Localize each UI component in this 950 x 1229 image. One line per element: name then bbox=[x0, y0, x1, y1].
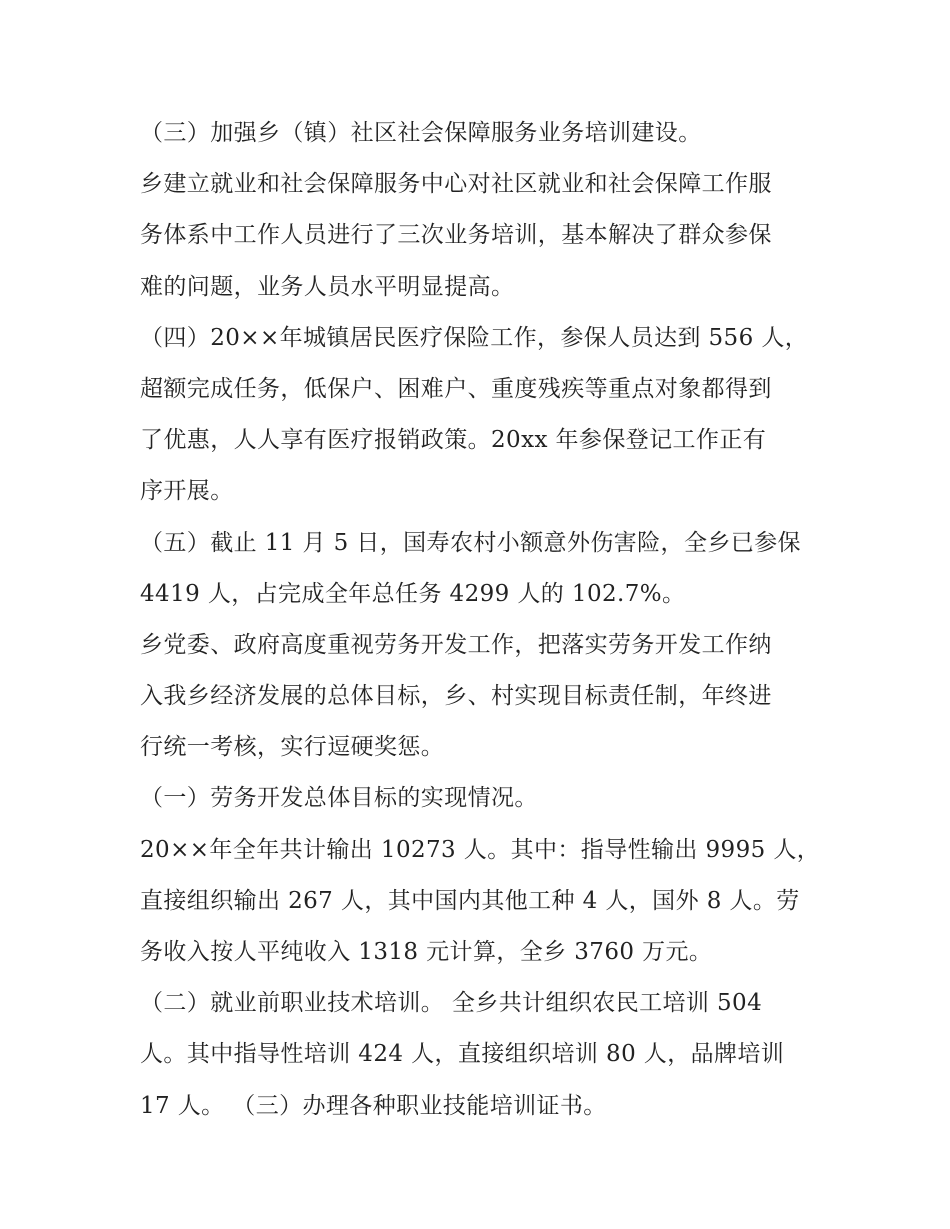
document-body bbox=[140, 108, 820, 1132]
text-line: 乡建立就业和社会保障服务中心对社区就业和社会保障工作服 bbox=[140, 171, 772, 198]
text-line: 乡党委、政府高度重视劳务开发工作，把落实劳务开发工作纳 bbox=[140, 631, 772, 658]
text-line: 超额完成任务，低保户、困难户、重度残疾等重点对象都得到 bbox=[140, 375, 772, 402]
text-line: （一）劳务开发总体目标的实现情况。 bbox=[140, 785, 538, 812]
text-line: 20××年全年共计输出 10273 人。其中：指导性输出 9995 人， bbox=[140, 836, 821, 863]
text-line: 4419 人，占完成全年总任务 4299 人的 102.7%。 bbox=[140, 580, 686, 607]
text-line: 入我乡经济发展的总体目标，乡、村实现目标责任制，年终进 bbox=[140, 683, 772, 710]
text-line: （五）截止 11 月 5 日，国寿农村小额意外伤害险，全乡已参保 bbox=[140, 529, 801, 556]
text-line: （四）20××年城镇居民医疗保险工作，参保人员达到 556 人， bbox=[140, 324, 809, 351]
text-line: 序开展。 bbox=[140, 478, 234, 505]
text-line: 直接组织输出 267 人，其中国内其他工种 4 人，国外 8 人。劳 bbox=[140, 887, 800, 914]
text-line: 务收入按人平纯收入 1318 元计算，全乡 3760 万元。 bbox=[140, 939, 713, 965]
text-line: 行统一考核，实行逗硬奖惩。 bbox=[140, 734, 445, 761]
text-line: 人。其中指导性培训 424 人，直接组织培训 80 人，品牌培训 bbox=[140, 1041, 785, 1068]
text-line: （三）加强乡（镇）社区社会保障服务业务培训建设。 bbox=[140, 120, 702, 146]
text-line: 务体系中工作人员进行了三次业务培训，基本解决了群众参保 bbox=[140, 222, 772, 249]
text-line: 17 人。 （三）办理各种职业技能培训证书。 bbox=[140, 1092, 607, 1119]
text-line: 了优惠，人人享有医疗报销政策。20xx 年参保登记工作正有 bbox=[140, 427, 767, 454]
text-line: 难的问题，业务人员水平明显提高。 bbox=[140, 273, 515, 300]
text-line: （二）就业前职业技术培训。 全乡共计组织农民工培训 504 bbox=[140, 990, 763, 1017]
